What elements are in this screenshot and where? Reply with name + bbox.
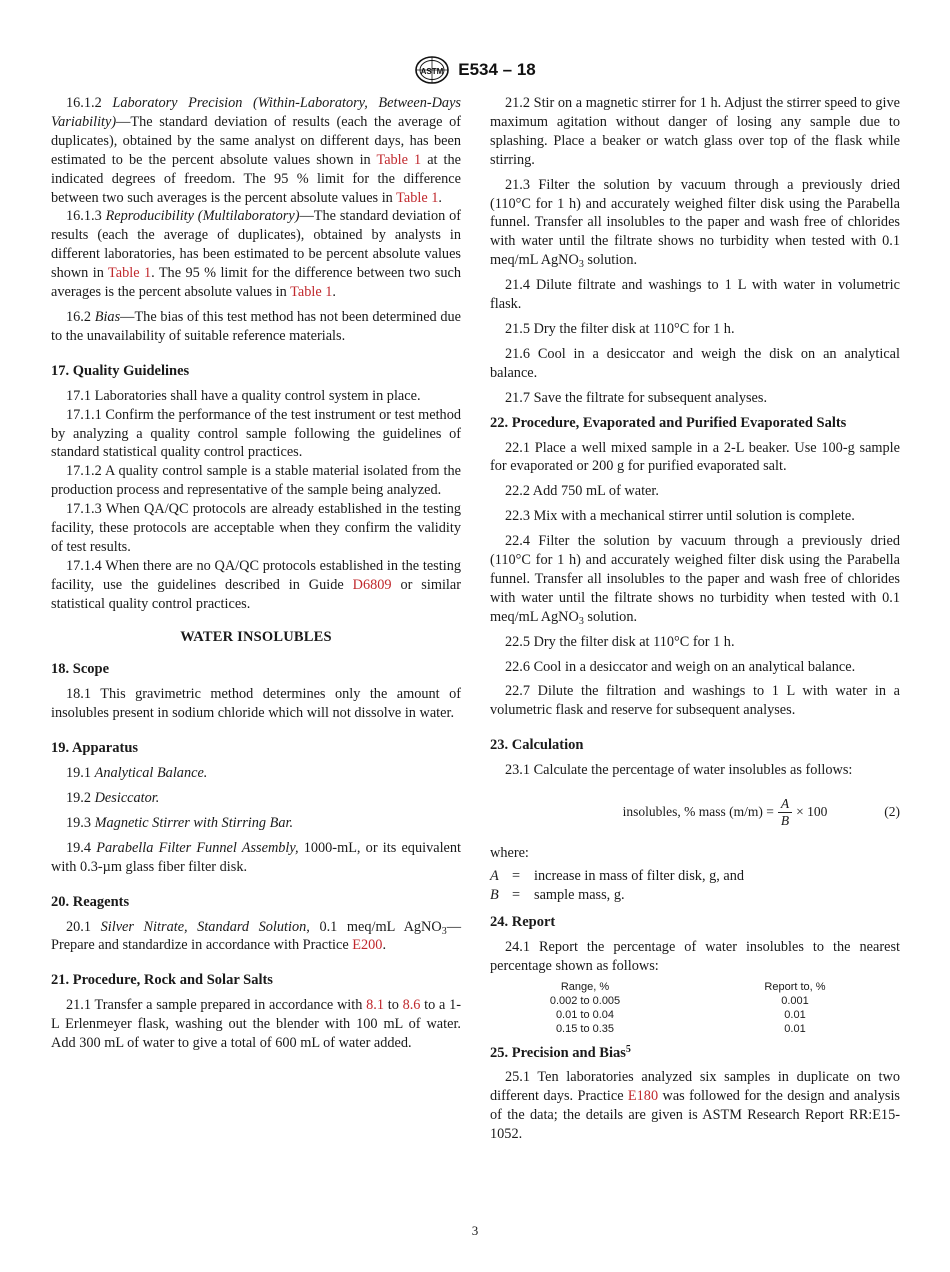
left-column xyxy=(51,94,461,1059)
equation-lhs: insolubles, % mass (m/m) = xyxy=(622,803,774,819)
para-16-1-2: 16.1.2 Laboratory Precision (Within-Laboratory, Between-Days Variability)—The standard deviation of results (each the average of duplicates), obtained by the same analyst on different days, has been estimated to be the percent absolute values shown in Table 1 at the indicated degrees of freedom. The 95 % limit for the difference between two such averages is the percent absolute values in Table 1. xyxy=(51,95,461,206)
page-header xyxy=(0,54,950,86)
para-19-2: 19.2 Desiccator. xyxy=(66,790,160,806)
variable-row: B = sample mass, g. xyxy=(490,886,625,903)
para-19-3: 19.3 Magnetic Stirrer with Stirring Bar. xyxy=(66,814,294,831)
para-17-1-1: 17.1.1 Confirm the performance of the test instrument or test method by analyzing a quality control sample following the guidelines of standard statistical quality control practices. xyxy=(51,406,461,461)
para-21-6: 21.6 Cool in a desiccator and weigh the disk on an analytical balance. xyxy=(490,345,900,381)
para-22-5: 22.5 Dry the filter disk at 110°C for 1 h. xyxy=(505,633,735,650)
para-25-1: 25.1 Ten laboratories analyzed six samples in duplicate on two different days. Practice E180 was followed for the design and analysis of the data; the details are given is ASTM Research Report RR:E15-1052. xyxy=(490,1069,900,1143)
table-row: 0.01 to 0.04 0.01 xyxy=(555,1008,806,1021)
para-22-3: 22.3 Mix with a mechanical stirrer until solution is complete. xyxy=(505,508,855,525)
para-21-4: 21.4 Dilute filtrate and washings to 1 L with water in volumetric flask. xyxy=(490,277,900,313)
table-row: 0.15 to 0.35 0.01 xyxy=(555,1022,806,1035)
section-title-water-insolubles: WATER INSOLUBLES xyxy=(180,628,332,645)
heading-20: 20. Reagents xyxy=(51,893,130,910)
para-17-1-4: 17.1.4 When there are no QA/QC protocols established in the testing facility, use the guidelines described in Guide D6809 or similar statistical quality control practices. xyxy=(51,557,461,612)
para-17-1-2: 17.1.2 A quality control sample is a stable material isolated from the production process and representative of the sample being analyzed. xyxy=(51,463,461,499)
section-8-1-link[interactable]: 8.1 xyxy=(366,997,384,1014)
para-21-5: 21.5 Dry the filter disk at 110°C for 1 h. xyxy=(505,320,735,337)
d6809-link[interactable]: D6809 xyxy=(352,576,392,593)
footnote-5-marker[interactable]: 5 xyxy=(625,1043,631,1055)
para-17-1: 17.1 Laboratories shall have a quality control system in place. xyxy=(66,387,421,404)
heading-23: 23. Calculation xyxy=(490,737,584,754)
e180-link[interactable]: E180 xyxy=(627,1088,659,1105)
heading-22: 22. Procedure, Evaporated and Purified Evaporated Salts xyxy=(490,414,847,431)
equation-fraction xyxy=(778,796,792,829)
e200-link[interactable]: E200 xyxy=(352,937,383,954)
table-header-row: Range, % Report to, % xyxy=(560,980,826,993)
para-16-1-3: 16.1.3 Reproducibility (Multilaboratory)—The standard deviation of results (each the average of duplicates), obtained by analysts in different laboratories, has been estimated to be percent absolute values shown in Table 1. The 95 % limit for the difference between two such averages is the percent absolute values in Table 1. xyxy=(51,208,462,301)
para-17-1-3: 17.1.3 When QA/QC protocols are already established in the testing facility, these protocols are acceptable when they confirm the validity of test results. xyxy=(51,501,461,555)
equation-denominator: B xyxy=(780,812,790,828)
heading-21: 21. Procedure, Rock and Solar Salts xyxy=(51,972,273,989)
para-22-1: 22.1 Place a well mixed sample in a 2-L beaker. Use 100-g sample for evaporated or 200 g for purified evaporated salt. xyxy=(490,439,900,475)
equation-rhs: × 100 xyxy=(796,803,828,819)
logo-text: ASTM xyxy=(420,67,444,76)
para-19-4: 19.4 Parabella Filter Funnel Assembly, 1000-mL, or its equivalent with 0.3-µm glass fiber filter disk. xyxy=(51,839,462,875)
section-8-6-link[interactable]: 8.6 xyxy=(402,997,421,1014)
para-18-1: 18.1 This gravimetric method determines only the amount of insolubles present in sodium chloride which will not dissolve in water. xyxy=(51,686,461,722)
astm-logo-icon xyxy=(414,55,450,85)
para-19-1: 19.1 Analytical Balance. xyxy=(66,765,208,782)
table-row: 0.002 to 0.005 0.001 xyxy=(549,994,809,1007)
heading-19: 19. Apparatus xyxy=(51,740,139,757)
where-label: where: xyxy=(490,845,529,862)
para-21-1: 21.1 Transfer a sample prepared in accordance with 8.1 to 8.6 to a 1-L Erlenmeyer flask, washing out the blender with 100 mL of water. Add 300 mL of water to give a total of 600 mL of water added. xyxy=(51,997,461,1052)
heading-25: 25. Precision and Bias$^5$ xyxy=(490,1043,631,1061)
right-column xyxy=(490,94,900,1150)
heading-18: 18. Scope xyxy=(51,661,109,678)
table-1-link[interactable]: Table 1 xyxy=(290,284,333,301)
report-table xyxy=(490,980,900,1036)
variable-row: A = increase in mass of filter disk, g, and xyxy=(490,868,745,884)
table-1-link[interactable]: Table 1 xyxy=(108,265,152,282)
heading-24: 24. Report xyxy=(490,913,556,930)
table-1-link[interactable]: Table 1 xyxy=(396,189,439,206)
para-22-6: 22.6 Cool in a desiccator and weigh on an analytical balance. xyxy=(505,658,856,675)
para-24-1: 24.1 Report the percentage of water insolubles to the nearest percentage shown as follows: xyxy=(490,938,900,974)
equation-number: (2) xyxy=(884,803,900,819)
para-16-2: 16.2 Bias—The bias of this test method has not been determined due to the unavailability of suitable reference materials. xyxy=(51,308,462,344)
para-21-3: 21.3 Filter the solution by vacuum through a previously dried (110°C for 1 h) and accurately weighed filter disk using the Parabella funnel. Transfer all insolubles to the paper and wash free of chlorides with water until the filtrate shows no turbidity when tested with 0.1 meq/mL AgNO$_3$ solution. xyxy=(490,176,900,271)
page-number: 3 xyxy=(471,1223,479,1238)
variable-list xyxy=(490,867,900,905)
heading-17: 17. Quality Guidelines xyxy=(51,362,190,379)
para-23-1: 23.1 Calculate the percentage of water insolubles as follows: xyxy=(505,762,853,779)
para-21-7: 21.7 Save the filtrate for subsequent analyses. xyxy=(505,389,768,406)
para-22-7: 22.7 Dilute the filtration and washings to 1 L with water in a volumetric flask and reserve for subsequent analyses. xyxy=(490,683,900,719)
para-20-1: 20.1 Silver Nitrate, Standard Solution, 0.1 meq/mL AgNO$_3$—Prepare and standardize in accordance with Practice E200. xyxy=(51,918,461,954)
para-22-2: 22.2 Add 750 mL of water. xyxy=(505,483,659,500)
table-1-link[interactable]: Table 1 xyxy=(376,151,422,168)
para-22-4: 22.4 Filter the solution by vacuum through a previously dried (110°C for 1 h) and accurately weighed filter disk using the Parabella funnel. Transfer all insolubles to the paper and wash free of chlorides with water until the filtrate shows no turbidity when tested with 0.1 meq/mL AgNO$_3$ solution. xyxy=(490,533,900,627)
equation-2 xyxy=(490,790,900,834)
para-21-2: 21.2 Stir on a magnetic stirrer for 1 h. Adjust the stirrer speed to give maximum agitation without danger of losing any sample due to splashing. Place a beaker or watch glass over top of the flask while stirring. xyxy=(490,95,900,168)
equation-numerator: A xyxy=(778,796,792,813)
document-id: E534 – 18 xyxy=(458,60,536,79)
